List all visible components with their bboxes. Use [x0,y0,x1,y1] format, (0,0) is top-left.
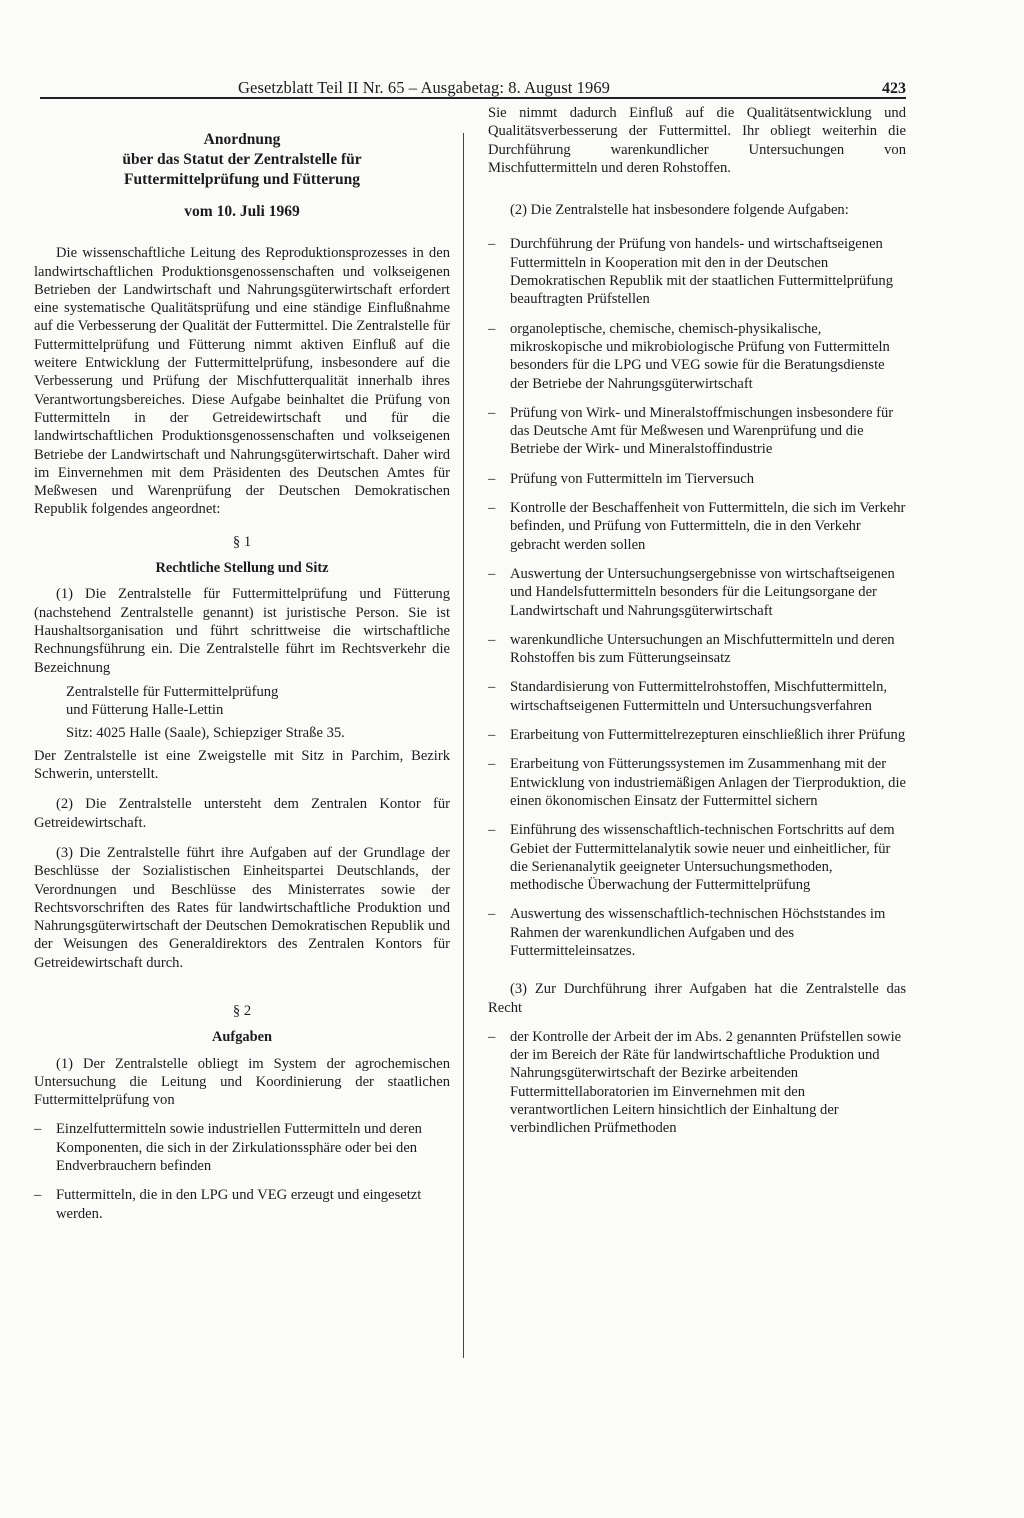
list-item [488,631,906,668]
dash-bullet: – [488,631,496,648]
dash-bullet: – [34,1121,42,1138]
title-line: über das Statut der Zentralstelle für [122,151,362,168]
document-title [34,130,450,190]
list-item [488,470,906,488]
list-item-text: Auswertung der Untersuchungsergebnisse von wirtschaftseigenen und Handelsfuttermitteln besonders für die Leitungsorgane der Landwirtschaft und Nahrungsgüterwirtschaft [510,565,895,619]
list-item-text: Durchführung der Prüfung von handels- und wirtschaftseigenen Futtermitteln in Kooperation mit den in der Deutschen Demokratischen Republik mit der staatlichen Futtermittelprüfung beauftragten Prüfstellen [510,236,893,308]
dash-bullet: – [488,470,496,487]
list-item-text: der Kontrolle der Arbeit der im Abs. 2 genannten Prüfstellen sowie der im Bereich der Räte für landwirtschaftliche Produktion und Nahrungsgüterwirtschaft der Bezirke arbeitenden Futtermittellaboratorien im Einvernehmen mit den verantwortlichen Leitern hinsichtlich der Einhaltung der verbindlichen Prüfmethoden [510,1028,902,1137]
list-item-text: Futtermitteln, die in den LPG und VEG erzeugt und eingesetzt werden. [56,1187,422,1222]
page-number: 423 [882,80,906,97]
paragraph: (3) Die Zentralstelle führt ihre Aufgaben auf der Grundlage der Beschlüsse der Sozialistischen Einheitspartei Deutschlands, der Verordnungen und Beschlüsse des Ministerrates sowie der Rechtsvorschriften des Rates für landwirtschaftliche Produktion und Nahrungsgüterwirtschaft der Deutschen Demokratischen Republik und der Weisungen des Generaldirektors des Zentralen Kontors für Getreidewirtschaft durch. [34,844,450,971]
dash-bullet: – [488,756,496,773]
official-name [66,683,450,720]
column-divider [463,133,464,1358]
paragraph: (2) Die Zentralstelle untersteht dem Zentralen Kontor für Getreidewirtschaft. [34,796,450,831]
official-name-line: Zentralstelle für Futtermittelprüfung [66,683,279,700]
list-item [488,1028,906,1138]
paragraph: Der Zentralstelle ist eine Zweigstelle mit Sitz in Parchim, Bezirk Schwerin, unterstellt. [34,747,450,783]
list-item-text: Erarbeitung von Futtermittelrezepturen einschließlich ihrer Prüfung [510,727,906,744]
list-item [488,726,906,744]
list-item [488,755,906,810]
list-item-text: Prüfung von Wirk- und Mineralstoffmischungen insbesondere für das Deutsche Amt für Meßwesen und Warenprüfung und die Betriebe der Wirk- und Mineralstoffindustrie [510,404,894,458]
section-mark-1: § 1 [232,533,252,550]
section-heading-2: Aufgaben [212,1029,272,1046]
list-item-text: Auswertung des wissenschaftlich-technischen Höchststandes im Rahmen der warenkundlichen Aufgaben und des Futtermitteleinsatzes. [510,906,886,959]
header-title: Gesetzblatt Teil II Nr. 65 – Ausgabetag: 8. August 1969 [238,78,611,97]
title-line: Futtermittelprüfung und Fütterung [124,171,360,188]
paragraph: (2) Die Zentralstelle hat insbesondere folgende Aufgaben: [510,202,849,219]
list-item-text: Einzelfuttermitteln sowie industriellen Futtermitteln und deren Komponenten, die sich in der Zirkulationssphäre oder bei den Endverbrauchern befinden [56,1121,422,1175]
dash-bullet: – [488,404,496,421]
list-item [488,235,906,308]
section-mark-2: § 2 [232,1002,252,1019]
dash-bullet: – [488,500,496,517]
list-item [488,565,906,620]
list-item [34,1120,450,1175]
paragraph: (1) Die Zentralstelle für Futtermittelprüfung und Fütterung (nachstehend Zentralstelle genannt) ist juristische Person. Sie ist Haushaltsorganisation und führt schrittweise die wirtschaftliche Rechnungsführung ein. Die Zentralstelle führt im Rechtsverkehr die Bezeichnung [34,586,450,676]
list-item-text: Standardisierung von Futtermittelrohstoffen, Mischfuttermitteln, wirtschaftseigenen Futtermitteln und Untersuchungsverfahren [510,679,888,714]
list-item [488,499,906,554]
list-item [488,905,906,960]
dash-bullet: – [488,320,496,337]
list-item-text: organoleptische, chemische, chemisch-physikalische, mikroskopische und mikrobiologische Prüfung von Futtermitteln besonders für die LPG und VEG sowie für die Beratungsdienste der Betriebe der Nahrungsgüterwirtschaft [510,320,890,392]
title-line: Anordnung [203,131,281,148]
list-item [488,678,906,715]
header-rule [40,97,906,99]
list-item-text: Erarbeitung von Fütterungssystemen im Zusammenhang mit der Entwicklung von industriemäßigen Anlagen der Tierproduktion, die einen ökonomischen Einsatz der Futtermittel sichern [510,756,907,809]
dash-bullet: – [488,236,496,253]
list-item-text: Prüfung von Futtermitteln im Tierversuch [510,470,755,487]
paragraph: Sie nimmt dadurch Einfluß auf die Qualitätsentwicklung und Qualitätsverbesserung der Futtermittel. Ihr obliegt weiterhin die Durchführung warenkundlicher Untersuchungen von Mischfuttermitteln und deren Rohstoffen. [488,105,906,176]
dash-bullet: – [488,822,496,839]
list-item [488,821,906,894]
list-item-text: Einführung des wissenschaftlich-technischen Fortschritts auf dem Gebiet der Futtermittelanalytik sowie neuer und einheitlicher, für die Serienanalytik geeigneter Untersuchungsmethoden, methodische Überwachung der Futtermittelprüfung [510,822,895,894]
left-column [34,130,450,1223]
list-item [488,404,906,459]
seat-address: Sitz: 4025 Halle (Saale), Schiepziger Straße 35. [66,725,345,742]
preamble: Die wissenschaftliche Leitung des Reproduktionsprozesses in den landwirtschaftlichen Produktionsgenossenschaften und volkseigenen Betrieben der Landwirtschaft und Nahrungsgüterwirtschaft erfordert eine systematische Qualitätsprüfung und eine ständige Einflußnahme auf die Verbesserung der Qualität der Futtermittel. Die Zentralstelle für Futtermittelprüfung und Fütterung nimmt aktiven Einfluß auf die weitere Entwicklung der Futtermittelprüfung, insbesondere auf die Verbesserung und Prüfung der Mischfutterqualität innerhalb ihres Verantwortungsbereiches. Diese Aufgabe beinhaltet die Prüfung von Futtermitteln in der Getreidewirtschaft und für die landwirtschaftlichen Produktionsgenossenschaften und volkseigenen Betriebe der Landwirtschaft und Nahrungsgüterwirtschaft. Daher wird im Einvernehmen mit dem Präsidenten des Deutschen Amtes für Meßwesen und Warenprüfung der Deutschen Demokratischen Republik folgendes angeordnet: [34,245,450,518]
dash-bullet: – [488,727,496,744]
official-name-line: und Fütterung Halle-Lettin [66,702,224,719]
dash-bullet: – [488,679,496,696]
list-item-text: Kontrolle der Beschaffenheit von Futtermitteln, die sich im Verkehr befinden, und Prüfung von Futtermitteln, die in den Verkehr gebracht werden sollen [510,500,906,553]
list-item [34,1186,450,1223]
dash-bullet: – [488,906,496,923]
paragraph: (1) Der Zentralstelle obliegt im System der agrochemischen Untersuchung die Leitung und Koordinierung der staatlichen Futtermittelprüfung von [34,1055,450,1109]
document-date: vom 10. Juli 1969 [184,203,300,220]
section-heading-1: Rechtliche Stellung und Sitz [155,560,329,577]
list-item [488,320,906,393]
paragraph: (3) Zur Durchführung ihrer Aufgaben hat die Zentralstelle das Recht [488,981,906,1016]
dash-bullet: – [488,1028,496,1045]
list-item-text: warenkundliche Untersuchungen an Mischfuttermitteln und deren Rohstoffen bis zum Fütterungseinsatz [510,631,895,667]
right-column [488,104,906,1138]
dash-bullet: – [488,565,496,582]
dash-bullet: – [34,1187,42,1204]
